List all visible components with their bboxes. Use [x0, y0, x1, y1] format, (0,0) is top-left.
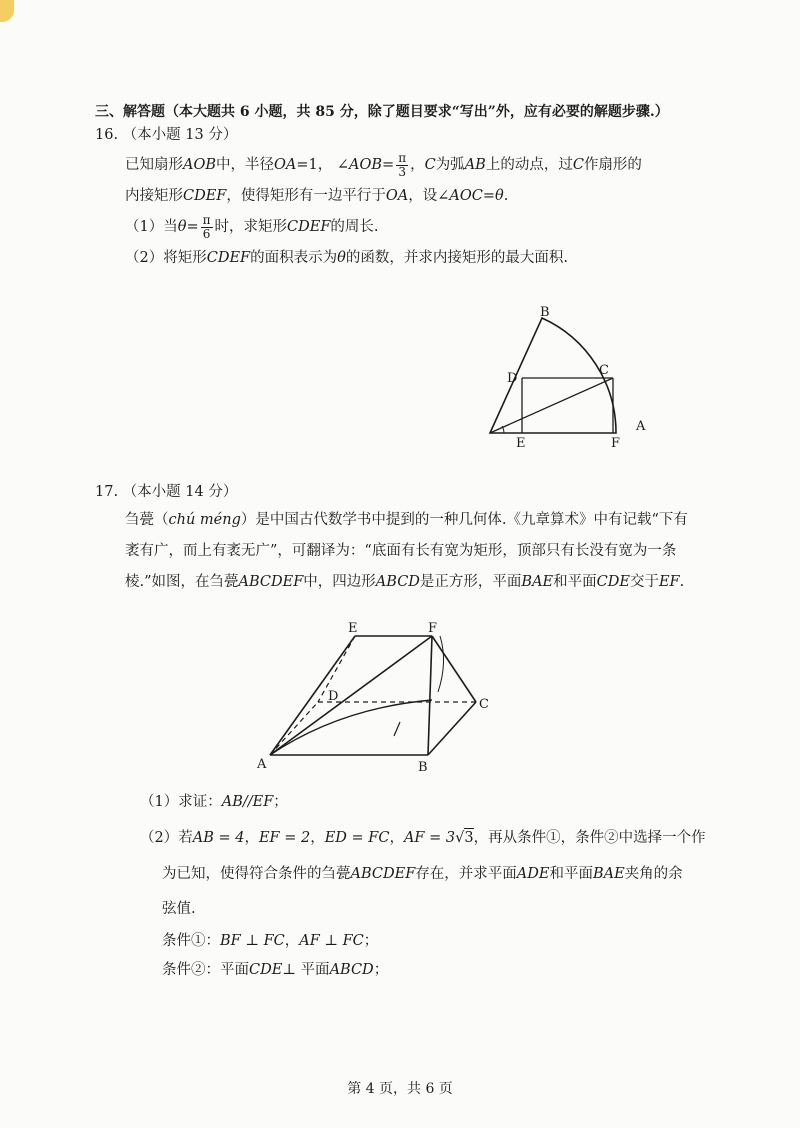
text: .	[503, 188, 509, 204]
edge-bc	[428, 702, 476, 755]
q16-score: （本小题 13 分）	[122, 127, 238, 143]
text: 内接矩形	[125, 188, 183, 204]
math-angle-aob: ∠AOB	[336, 157, 383, 174]
math-aob: AOB	[183, 157, 217, 174]
text: （2）将矩形	[125, 250, 207, 266]
text: （2）若	[140, 830, 193, 846]
q17-condition2	[162, 962, 388, 979]
math-abcdef: ABCDEF	[238, 574, 304, 590]
text: （1）当	[125, 219, 178, 236]
q16-number: 16.	[95, 127, 119, 143]
denominator: 6	[202, 226, 211, 241]
text: 夹角的余	[624, 866, 683, 882]
label-b: B	[418, 760, 428, 775]
q16-line2	[125, 188, 508, 205]
math-ade: ADE	[516, 866, 550, 882]
text: 的函数，并求内接矩形的最大面积.	[345, 250, 568, 266]
math-oa: OA	[274, 157, 297, 174]
math-abcdef: ABCDEF	[350, 866, 416, 882]
edge-ae	[270, 636, 355, 755]
text: ，	[284, 933, 300, 949]
q17-part1	[140, 794, 288, 811]
text: 时，求矩形	[214, 219, 288, 236]
math-abcd: ABCD	[329, 962, 374, 978]
text: ，	[310, 830, 325, 846]
q16-part2	[125, 250, 568, 267]
q17-line3	[125, 574, 684, 591]
text: =1，	[296, 157, 333, 174]
fraction-pi-3	[396, 152, 408, 178]
q17-score: （本小题 14 分）	[122, 484, 238, 500]
sqrt-radicand: 3	[464, 830, 474, 846]
edge-bf	[428, 636, 432, 755]
text: ⊥ 平面	[282, 962, 330, 978]
edge-af	[270, 636, 432, 755]
edge-ad-hidden	[270, 702, 318, 755]
text: ，设	[408, 188, 438, 204]
text: .	[679, 574, 685, 590]
math-ed-eq: ED = FC	[324, 830, 390, 846]
q16-heading	[95, 127, 237, 144]
label-d: D	[328, 689, 339, 704]
math-oa: OA	[385, 188, 409, 204]
q17-line1	[125, 512, 688, 529]
text: ）是中国古代数学书中提到的一种几何体.《九章算术》中有记载“下有	[240, 512, 688, 528]
denominator: 3	[398, 164, 406, 179]
label-c: C	[479, 697, 489, 712]
math-af-perp-fc: AF ⊥ FC	[299, 933, 364, 949]
math-cde: CDE	[249, 962, 283, 978]
numerator: π	[202, 213, 211, 227]
text: 已知扇形	[125, 157, 183, 174]
text: 刍甍（	[125, 512, 169, 528]
text: ，	[244, 830, 259, 846]
section-header: 三、解答题（本大题共 6 小题，共 85 分，除了题目要求“写出”外，应有必要的解题步骤.）	[95, 104, 669, 120]
text: ，	[410, 157, 425, 174]
math-bae: BAE	[592, 866, 625, 882]
math-theta: θ	[495, 188, 504, 204]
text: 条件②：平面	[162, 962, 249, 978]
chumeng-figure	[250, 612, 510, 782]
q17-part2-line2	[162, 866, 683, 883]
math-bae: BAE	[521, 574, 554, 590]
text: 和平面	[553, 574, 597, 590]
label-d: D	[507, 371, 518, 386]
math-ab: AB	[464, 157, 486, 174]
sqrt-sign: √	[455, 830, 465, 846]
math-ef: EF	[658, 574, 680, 590]
q17-line2: 袤有广，而上有袤无广”，可翻译为：“底面有长有宽为矩形，顶部只有长没有宽为一条	[125, 543, 677, 559]
text: ；	[373, 962, 389, 978]
text: 作扇形的	[583, 157, 642, 174]
handwritten-mark	[438, 636, 444, 692]
math-cdef: CDEF	[206, 250, 251, 266]
label-f: F	[428, 621, 438, 636]
q17-part2-line3: 弦值.	[162, 901, 196, 917]
math-c: C	[572, 157, 584, 174]
text: 为已知，使得符合条件的刍甍	[162, 866, 351, 882]
q17-part2-line1	[140, 830, 706, 847]
math-angle-aoc: ∠AOC	[437, 188, 483, 204]
text: ；	[363, 933, 379, 949]
text: 存在，并求平面	[415, 866, 517, 882]
math-abcd: ABCD	[375, 574, 420, 590]
label-a: A	[636, 419, 646, 434]
text: 的周长.	[330, 219, 379, 236]
fraction-pi-6	[201, 214, 213, 240]
label-c: C	[599, 363, 609, 378]
math-af-eq: AF = 3	[403, 830, 456, 846]
sector-figure	[480, 300, 660, 460]
q16-line1	[125, 152, 642, 178]
text: 棱.”如图，在刍甍	[125, 574, 239, 590]
q17-condition1	[162, 933, 378, 950]
text: ；	[273, 794, 288, 810]
math-cdef: CDEF	[287, 219, 331, 236]
text: （1）求证：	[140, 794, 222, 810]
text: ，再从条件①，条件②中选择一个作	[473, 830, 706, 846]
text: 是正方形，平面	[419, 574, 522, 590]
label-f: F	[611, 436, 621, 451]
pinyin: chú méng	[168, 512, 241, 528]
label-b: B	[540, 305, 550, 320]
q17-number: 17.	[95, 484, 119, 500]
math-cde: CDE	[596, 574, 630, 590]
edge-cf	[432, 636, 476, 702]
text: 交于	[629, 574, 659, 590]
text: ，使得矩形有一边平行于	[226, 188, 386, 204]
text: =	[482, 188, 495, 204]
text: =	[382, 157, 395, 174]
text: 中，半径	[216, 157, 275, 174]
segment-oc	[490, 378, 613, 433]
math-theta: θ	[337, 250, 346, 266]
text: ，	[389, 830, 404, 846]
math-c: C	[424, 157, 436, 174]
q16-part1	[125, 214, 379, 240]
math-cdef: CDEF	[183, 188, 227, 204]
math-ef-eq: EF = 2	[258, 830, 311, 846]
math-theta: θ	[177, 219, 187, 236]
label-e: E	[348, 621, 358, 636]
yellow-smudge	[0, 0, 14, 22]
text: =	[186, 219, 199, 236]
handwritten-tick	[394, 722, 400, 736]
label-a: A	[257, 757, 267, 772]
text: 条件①：	[162, 933, 220, 949]
math-ab-eq: AB = 4	[192, 830, 245, 846]
numerator: π	[398, 151, 407, 165]
text: 中，四边形	[303, 574, 376, 590]
math-ab-parallel-ef: AB//EF	[221, 794, 274, 810]
text: 为弧	[435, 157, 465, 174]
page-footer: 第 4 页，共 6 页	[347, 1081, 453, 1097]
math-bf-perp-fc: BF ⊥ FC	[220, 933, 285, 949]
text: 上的动点，过	[485, 157, 573, 174]
q17-heading	[95, 484, 237, 501]
text: 的面积表示为	[250, 250, 338, 266]
text: 和平面	[549, 866, 593, 882]
label-e: E	[516, 436, 526, 451]
